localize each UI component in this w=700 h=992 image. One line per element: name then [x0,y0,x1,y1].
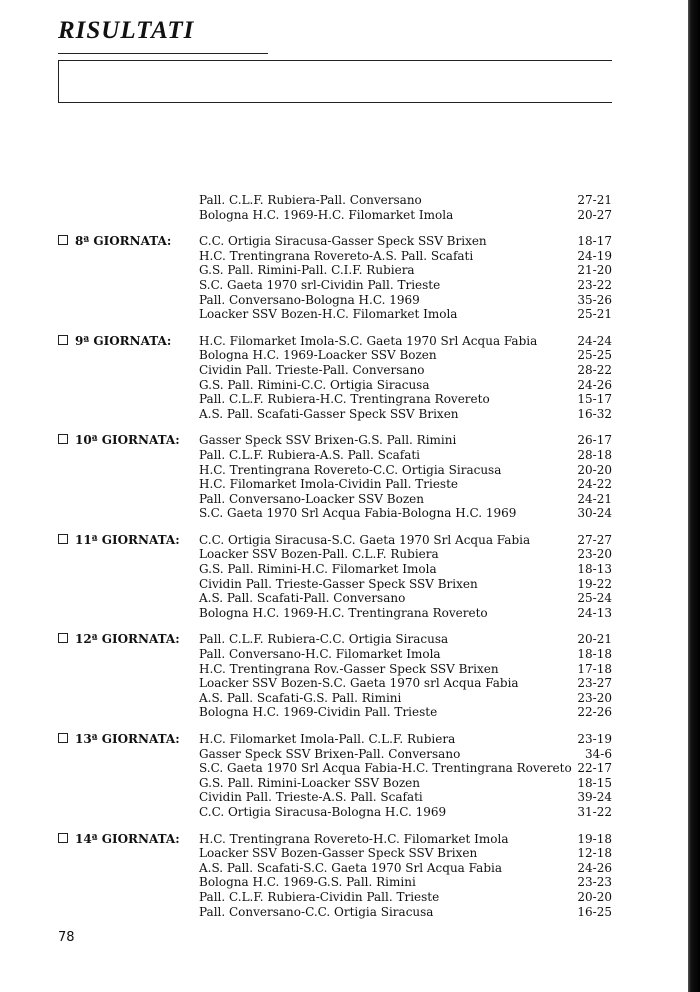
match-row [0,905,640,920]
match-teams: Pall. Conversano-Bologna H.C. 1969 [199,292,420,307]
match-teams: H.C. Trentingrana Rovereto-C.C. Ortigia Siracusa [199,462,502,477]
match-row [0,747,640,762]
match-row [0,732,640,747]
match-row [0,334,640,349]
match-score: 25-25 [577,348,612,363]
match-score: 23-23 [577,875,612,890]
round-section [0,433,640,521]
match-row [0,591,640,606]
match-row [0,378,640,393]
round-section [0,632,640,720]
match-teams: H.C. Trentingrana Rovereto-A.S. Pall. Scafati [199,248,474,263]
match-row [0,249,640,264]
match-row [0,307,640,322]
round-name: 13ª GIORNATA: [75,732,180,746]
round-name: 9ª GIORNATA: [75,333,172,348]
match-score: 23-22 [577,277,612,292]
match-row [0,846,640,861]
match-teams: G.S. Pall. Rimini-Pall. C.I.F. Rubiera [199,263,415,278]
match-row [0,662,640,677]
match-teams: Bologna H.C. 1969-Cividin Pall. Trieste [199,705,438,720]
match-score: 23-27 [577,676,612,691]
match-score: 18-18 [577,647,612,662]
match-teams: Pall. Conversano-Loacker SSV Bozen [199,491,424,506]
match-score: 16-32 [577,406,612,421]
match-row [0,547,640,562]
match-row [0,463,640,478]
match-teams: S.C. Gaeta 1970 Srl Acqua Fabia-Bologna H.C. 1969 [199,506,517,521]
match-teams: C.C. Ortigia Siracusa-S.C. Gaeta 1970 Srl Acqua Fabia [199,532,531,547]
match-row [0,448,640,463]
match-row [0,890,640,905]
match-score: 24-26 [577,377,612,392]
match-score: 24-19 [577,248,612,263]
page-number: 78 [58,930,75,945]
match-score: 12-18 [577,846,612,861]
round-section [0,533,640,621]
round-section [0,193,640,222]
match-teams: Pall. C.L.F. Rubiera-Cividin Pall. Trieste [199,889,440,904]
match-row [0,875,640,890]
match-teams: H.C. Trentingrana Rov.-Gasser Speck SSV Brixen [199,661,499,676]
match-teams: Cividin Pall. Trieste-A.S. Pall. Scafati [199,790,423,805]
match-score: 20-20 [577,462,612,477]
match-teams: Loacker SSV Bozen-Pall. C.L.F. Rubiera [199,547,439,562]
match-score: 23-19 [577,732,612,746]
match-teams: H.C. Filomarket Imola-Cividin Pall. Trieste [199,477,459,492]
match-score: 22-17 [577,761,612,776]
match-score: 18-17 [577,234,612,249]
match-teams: Pall. C.L.F. Rubiera-C.C. Ortigia Siracusa [199,632,449,647]
match-score: 39-24 [577,790,612,805]
match-teams: S.C. Gaeta 1970 Srl Acqua Fabia-H.C. Trentingrana Rovereto [199,761,572,776]
match-score: 24-26 [577,860,612,875]
match-teams: Bologna H.C. 1969-Loacker SSV Bozen [199,348,437,363]
match-score: 25-21 [577,307,612,322]
match-score: 18-15 [577,775,612,790]
page-edge-bar [688,0,700,992]
match-teams: H.C. Trentingrana Rovereto-H.C. Filomarket Imola [199,831,509,846]
match-score: 27-21 [577,193,612,207]
match-row [0,647,640,662]
header-box [58,60,612,103]
match-teams: Pall. C.L.F. Rubiera-Pall. Conversano [199,193,422,207]
match-score: 24-13 [577,605,612,620]
match-teams: H.C. Filomarket Imola-S.C. Gaeta 1970 Srl Acqua Fabia [199,333,538,348]
match-score: 35-26 [577,292,612,307]
match-teams: Loacker SSV Bozen-S.C. Gaeta 1970 srl Acqua Fabia [199,676,519,691]
match-row [0,363,640,378]
match-teams: S.C. Gaeta 1970 srl-Cividin Pall. Trieste [199,277,441,292]
match-teams: A.S. Pall. Scafati-G.S. Pall. Rimini [199,690,402,705]
match-teams: G.S. Pall. Rimini-C.C. Ortigia Siracusa [199,377,430,392]
match-teams: Pall. Conversano-H.C. Filomarket Imola [199,647,441,662]
match-teams: A.S. Pall. Scafati-Gasser Speck SSV Brixen [199,406,459,421]
match-score: 34-6 [585,746,612,761]
page-title: RISULTATI [58,17,195,44]
match-row [0,278,640,293]
match-score: 26-17 [577,433,612,448]
match-teams: Cividin Pall. Trieste-Gasser Speck SSV Brixen [199,576,478,591]
match-teams: Bologna H.C. 1969-H.C. Filomarket Imola [199,207,454,222]
match-row [0,392,640,407]
match-score: 15-17 [577,392,612,407]
match-row [0,761,640,776]
match-score: 20-27 [577,207,612,222]
match-score: 24-21 [577,491,612,506]
match-teams: Gasser Speck SSV Brixen-Pall. Conversano [199,746,461,761]
match-score: 30-24 [577,506,612,521]
results-list [0,193,640,919]
match-score: 28-22 [577,362,612,377]
match-row [0,477,640,492]
match-score: 31-22 [577,804,612,819]
round-name: 10ª GIORNATA: [75,433,180,448]
match-score: 17-18 [577,661,612,676]
match-row [0,348,640,363]
match-row [0,263,640,278]
match-score: 20-21 [577,632,612,647]
match-row [0,861,640,876]
match-score: 19-18 [577,831,612,846]
match-row [0,533,640,548]
match-teams: Loacker SSV Bozen-H.C. Filomarket Imola [199,307,458,322]
match-score: 19-22 [577,576,612,591]
match-score: 23-20 [577,690,612,705]
match-row [0,293,640,308]
match-teams: A.S. Pall. Scafati-S.C. Gaeta 1970 Srl Acqua Fabia [199,860,502,875]
match-row [0,832,640,847]
match-row [0,407,640,422]
match-score: 18-13 [577,562,612,577]
match-row [0,691,640,706]
match-score: 16-25 [577,904,612,919]
match-teams: Loacker SSV Bozen-Gasser Speck SSV Brixen [199,846,478,861]
match-row [0,234,640,249]
match-row [0,606,640,621]
match-row [0,193,640,208]
match-score: 22-26 [577,705,612,720]
match-score: 20-20 [577,889,612,904]
match-teams: Bologna H.C. 1969-G.S. Pall. Rimini [199,875,416,890]
match-row [0,676,640,691]
match-teams: C.C. Ortigia Siracusa-Bologna H.C. 1969 [199,804,447,819]
match-teams: G.S. Pall. Rimini-H.C. Filomarket Imola [199,562,437,577]
title-rule [58,53,268,54]
match-teams: Pall. C.L.F. Rubiera-H.C. Trentingrana Rovereto [199,392,490,407]
match-score: 23-20 [577,547,612,562]
round-name: 14ª GIORNATA: [75,831,180,846]
match-row [0,805,640,820]
match-score: 25-24 [577,591,612,606]
match-row [0,577,640,592]
match-row [0,705,640,720]
match-teams: Cividin Pall. Trieste-Pall. Conversano [199,362,425,377]
match-row [0,208,640,223]
match-teams: G.S. Pall. Rimini-Loacker SSV Bozen [199,775,420,790]
match-teams: A.S. Pall. Scafati-Pall. Conversano [199,591,406,606]
match-teams: Pall. C.L.F. Rubiera-A.S. Pall. Scafati [199,447,421,462]
match-score: 24-24 [577,333,612,348]
match-row [0,562,640,577]
match-row [0,492,640,507]
match-row [0,632,640,647]
round-section [0,334,640,422]
match-row [0,776,640,791]
round-section [0,832,640,920]
match-teams: C.C. Ortigia Siracusa-Gasser Speck SSV Brixen [199,234,487,249]
match-score: 21-20 [577,263,612,278]
round-name: 12ª GIORNATA: [75,632,180,647]
match-row [0,506,640,521]
match-score: 24-22 [577,477,612,492]
match-teams: Gasser Speck SSV Brixen-G.S. Pall. Rimini [199,433,457,448]
round-name: 11ª GIORNATA: [75,532,180,547]
match-row [0,433,640,448]
match-teams: Bologna H.C. 1969-H.C. Trentingrana Rovereto [199,605,488,620]
round-section [0,234,640,322]
round-section [0,732,640,820]
match-teams: H.C. Filomarket Imola-Pall. C.L.F. Rubiera [199,732,456,746]
match-row [0,790,640,805]
match-score: 28-18 [577,447,612,462]
match-score: 27-27 [577,532,612,547]
round-name: 8ª GIORNATA: [75,234,172,249]
match-teams: Pall. Conversano-C.C. Ortigia Siracusa [199,904,434,919]
